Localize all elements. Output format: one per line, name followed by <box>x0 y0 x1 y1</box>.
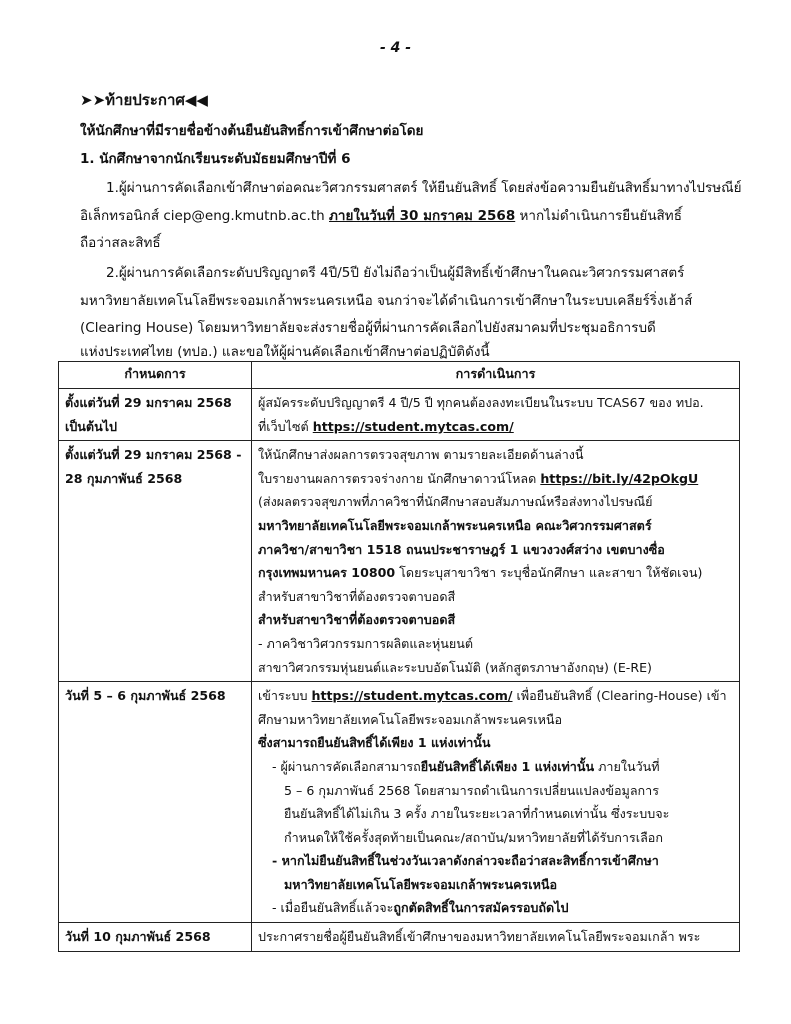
row3-line1 <box>258 684 733 708</box>
row2-line4: มหาวิทยาลัยเทคโนโลยีพระจอมเกล้าพระนครเหนือ คณะวิศวกรรมศาสตร์ <box>258 517 652 533</box>
schedule-table <box>58 361 740 952</box>
row3-line4-text: - ผู้ผ่านการคัดเลือกสามารถ <box>272 758 421 774</box>
para2-line4: แห่งประเทศไทย (ทปอ.) และขอให้ผู้ผ่านคัดเลือกเข้าศึกษาต่อปฏิบัติดังนี้ <box>80 344 490 360</box>
row3-line3: ซึ่งสามารถยืนยันสิทธิ์ได้เพียง 1 แห่งเท่านั้น <box>258 735 491 751</box>
row3-line9: มหาวิทยาลัยเทคโนโลยีพระจอมเกล้าพระนครเหนือ <box>284 876 558 892</box>
row1-date <box>59 389 252 441</box>
row2-line6-text: โดยระบุสาขาวิชา ระบุชื่อนักศึกษา และสาขา ให้ชัดเจน) <box>395 565 703 581</box>
announcement-heading: ➤➤ท้ายประกาศ◀◀ <box>80 91 208 109</box>
mytcas-link[interactable]: https://student.mytcas.com/ <box>312 418 514 434</box>
row2-line2-text: ใบรายงานผลการตรวจร่างกาย นักศึกษาดาวน์โหลด <box>258 470 541 486</box>
row2-line8: สำหรับสาขาวิชาที่ต้องตรวจตาบอดสี <box>258 612 456 628</box>
row4-date-line1: วันที่ 10 กุมภาพันธ์ 2568 <box>65 929 211 945</box>
subheading: ให้นักศึกษาที่มีรายชื่อข้างต้นยืนยันสิทธิ์การเข้าศึกษาต่อโดย <box>80 123 424 139</box>
row3-date <box>59 682 252 923</box>
row3-line10-text: - เมื่อยืนยันสิทธิ์แล้วจะ <box>272 900 394 916</box>
row3-line4-tail: ภายในวันที่ <box>594 758 660 774</box>
row3-line4-bold: ยืนยันสิทธิ์ได้เพียง 1 แห่งเท่านั้น <box>420 758 595 774</box>
section-1-title: 1. นักศึกษาจากนักเรียนระดับมัธยมศึกษาปีที่ 6 <box>80 151 351 167</box>
row3-line1-text: เข้าระบบ <box>258 688 312 704</box>
row3-line6: ยืนยันสิทธิ์ได้ไม่เกิน 3 ครั้ง ภายในระยะเวลาที่กำหนดเท่านั้น ซึ่งระบบจะ <box>284 806 670 822</box>
row2-action <box>252 441 740 682</box>
row3-line5: 5 – 6 กุมภาพันธ์ 2568 โดยสามารถดำเนินการเปลี่ยนแปลงข้อมูลการ <box>284 782 659 798</box>
row1-line2-text: ที่เว็บไซต์ <box>258 418 313 434</box>
row4-action <box>252 923 740 952</box>
row2-line5: ภาควิชา/สาขาวิชา 1518 ถนนประชาราษฎร์ 1 แขวงวงศ์สว่าง เขตบางซื่อ <box>258 541 665 557</box>
row3-line7: กำหนดให้ใช้ครั้งสุดท้ายเป็นคณะ/สถาบัน/มหาวิทยาลัยที่ได้รับการเลือก <box>284 829 663 845</box>
para1-line2 <box>80 204 682 226</box>
row3-action <box>252 682 740 923</box>
row3-line1-tail: เพื่อยืนยันสิทธิ์ (Clearing-House) เข้า <box>512 688 727 704</box>
row2-date-line1: ตั้งแต่วันที่ 29 มกราคม 2568 - <box>65 447 242 463</box>
row1-action <box>252 389 740 441</box>
para2-line2: มหาวิทยาลัยเทคโนโลยีพระจอมเกล้าพระนครเหนือ จนกว่าจะได้ดำเนินการเข้าศึกษาในระบบเคลียร์ริ่งเฮ้าส์ <box>80 293 693 309</box>
row1-date-line1: ตั้งแต่วันที่ 29 มกราคม 2568 <box>65 395 232 410</box>
mytcas-link-2[interactable]: https://student.mytcas.com/ <box>311 688 513 704</box>
row2-line9: - ภาควิชาวิศวกรรมการผลิตและหุ่นยนต์ <box>258 635 474 651</box>
row2-date-line2: 28 กุมภาพันธ์ 2568 <box>65 470 183 486</box>
row3-line8: - หากไม่ยืนยันสิทธิ์ในช่วงวันเวลาดังกล่าวจะถือว่าสละสิทธิ์การเข้าศึกษา <box>272 853 659 869</box>
table-row <box>59 682 740 923</box>
row1-line1: ผู้สมัครระดับปริญญาตรี 4 ปี/5 ปี ทุกคนต้องลงทะเบียนในระบบ TCAS67 ของ ทปอ. <box>258 395 704 410</box>
table-row <box>59 389 740 441</box>
row4-date <box>59 923 252 952</box>
row2-line3: (ส่งผลตรวจสุขภาพที่ภาควิชาที่นักศึกษาสอบสัมภาษณ์หรือส่งทางไปรษณีย์ <box>258 494 653 510</box>
row2-line2 <box>258 467 733 491</box>
row2-line10: สาขาวิศวกรรมหุ่นยนต์และระบบอัตโนมัติ (หลักสูตรภาษาอังกฤษ) (E-RE) <box>258 659 652 675</box>
row2-line1: ให้นักศึกษาส่งผลการตรวจสุขภาพ ตามรายละเอียดด้านล่างนี้ <box>258 447 584 463</box>
header-schedule: กำหนดการ <box>59 362 252 389</box>
row2-line6-bold: กรุงเทพมหานคร 10800 <box>258 565 396 581</box>
row1-line2 <box>258 415 733 439</box>
row1-date-line2: เป็นต้นไป <box>65 418 118 434</box>
para1-line2-text: อิเล็กทรอนิกส์ ciep@eng.kmutnb.ac.th <box>80 208 329 224</box>
para1-line1: 1.ผู้ผ่านการคัดเลือกเข้าศึกษาต่อคณะวิศวกรรมศาสตร์ ให้ยืนยันสิทธิ์ โดยส่งข้อความยืนยันสิทธิ์มาทางไปรษณีย์ <box>106 180 742 196</box>
table-header-row <box>59 362 740 389</box>
para2-line1: 2.ผู้ผ่านการคัดเลือกระดับปริญญาตรี 4ปี/5ปี ยังไม่ถือว่าเป็นผู้มีสิทธิ์เข้าศึกษาในคณะวิศวกรรมศาสตร์ <box>106 265 685 281</box>
row3-line10 <box>258 896 733 920</box>
row3-line2: ศึกษามหาวิทยาลัยเทคโนโลยีพระจอมเกล้าพระนครเหนือ <box>258 711 563 727</box>
para2-line3: (Clearing House) โดยมหาวิทยาลัยจะส่งรายชื่อผู้ที่ผ่านการคัดเลือกไปยังสมาคมที่ประชุมอธิการบดี <box>80 320 656 336</box>
row2-date <box>59 441 252 682</box>
deadline-text: ภายในวันที่ 30 มกราคม 2568 <box>329 208 516 224</box>
table-row <box>59 441 740 682</box>
health-form-link[interactable]: https://bit.ly/42pOkgU <box>540 470 699 486</box>
row3-line4 <box>258 755 733 779</box>
row3-line10-bold: ถูกตัดสิทธิ์ในการสมัครรอบถัดไป <box>393 900 569 916</box>
para1-line3: ถือว่าสละสิทธิ์ <box>80 235 161 251</box>
header-action: การดำเนินการ <box>252 362 740 389</box>
page-number: - 4 - <box>379 40 412 56</box>
table-row <box>59 923 740 952</box>
para1-line2-tail: หากไม่ดำเนินการยืนยันสิทธิ์ <box>515 208 682 224</box>
row2-line7: สำหรับสาขาวิชาที่ต้องตรวจตาบอดสี <box>258 588 456 604</box>
row4-line1: ประกาศรายชื่อผู้ยืนยันสิทธิ์เข้าศึกษาของมหาวิทยาลัยเทคโนโลยีพระจอมเกล้า พระ <box>258 929 701 945</box>
row3-date-line1: วันที่ 5 – 6 กุมภาพันธ์ 2568 <box>65 688 226 704</box>
row2-line6 <box>258 561 733 585</box>
